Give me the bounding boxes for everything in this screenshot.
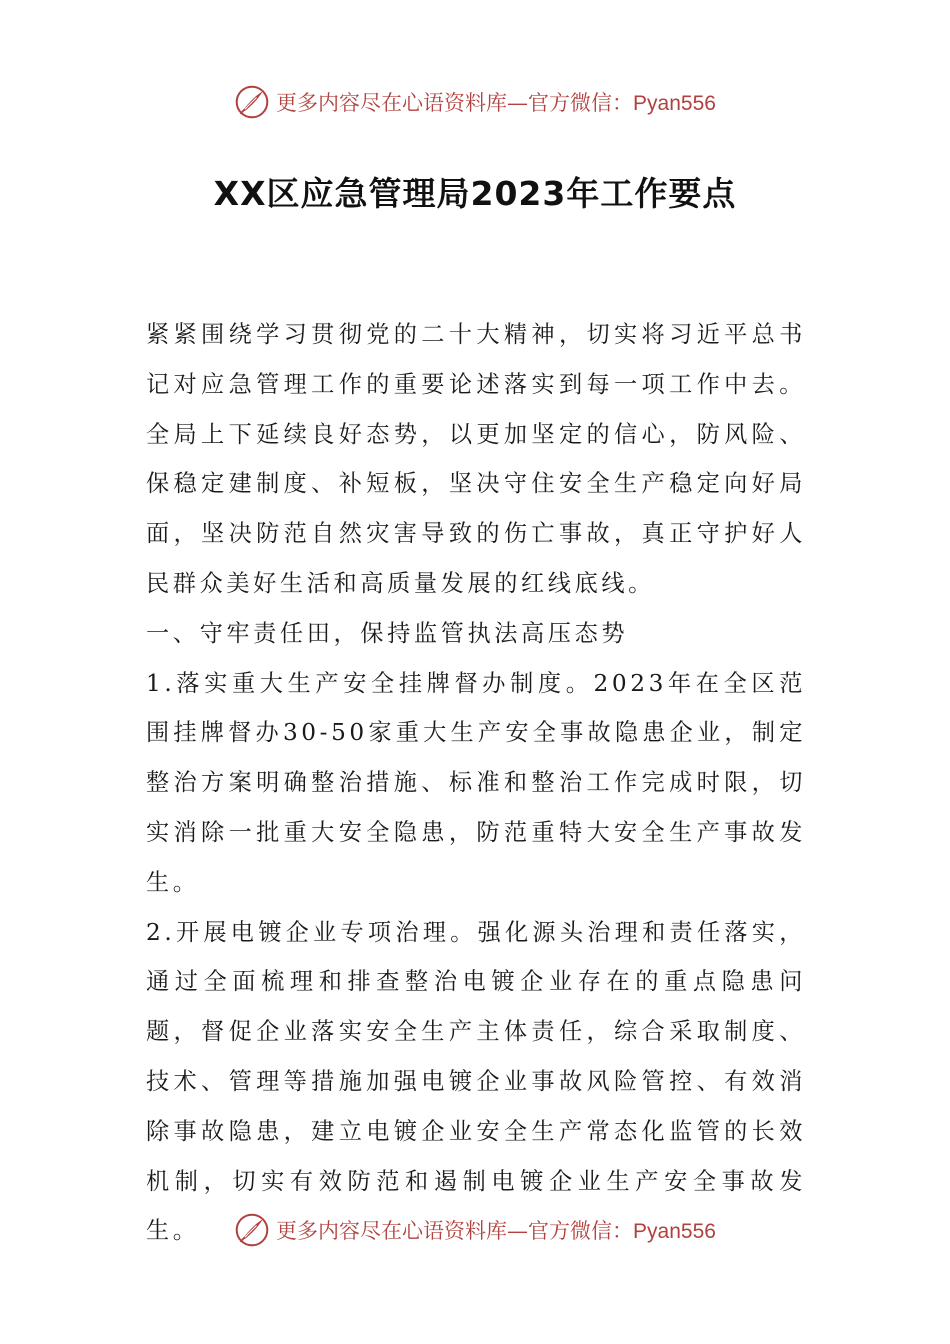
- item-paragraph-2: 2.开展电镀企业专项治理。强化源头治理和责任落实，通过全面梳理和排查整治电镀企业存在的重点隐患问题，督促企业落实安全生产主体责任，综合采取制度、技术、管理等措施加强电镀企业事故风险管控、有效消除事故隐患，建立电镀企业安全生产常态化监管的长效机制，切实有效防范和遏制电镀企业生产安全事故发生。: [146, 918, 806, 1245]
- header-wechat-id: Pyan556: [633, 92, 716, 115]
- document-body: [146, 310, 806, 1256]
- footer-banner: [0, 1208, 950, 1252]
- footer-wechat-id: Pyan556: [633, 1220, 716, 1243]
- quill-pen-logo-icon: [234, 1212, 270, 1248]
- page-title: XX区应急管理局2023年工作要点: [213, 174, 737, 213]
- footer-banner-text: [276, 1215, 716, 1245]
- item-paragraph-1: 1.落实重大生产安全挂牌督办制度。2023年在全区范围挂牌督办30-50家重大生产安全事故隐患企业，制定整治方案明确整治措施、标准和整治工作完成时限，切实消除一批重大安全隐患，防范重特大安全生产事故发生。: [146, 669, 806, 896]
- header-banner-text: [276, 87, 716, 117]
- quill-pen-logo-icon: [234, 84, 270, 120]
- intro-paragraph: 紧紧围绕学习贯彻党的二十大精神，切实将习近平总书记对应急管理工作的重要论述落实到每一项工作中去。全局上下延续良好态势，以更加坚定的信心，防风险、保稳定建制度、补短板，坚决守住安全生产稳定向好局面，坚决防范自然灾害导致的伤亡事故，真正守护好人民群众美好生活和高质量发展的红线底线。: [146, 321, 806, 597]
- header-site-text: 更多内容尽在心语资料库—官方微信：: [276, 91, 634, 115]
- section-heading-1: 一、守牢责任田，保持监管执法高压态势: [146, 619, 629, 647]
- footer-site-text: 更多内容尽在心语资料库—官方微信：: [276, 1219, 634, 1243]
- header-banner: [0, 80, 950, 124]
